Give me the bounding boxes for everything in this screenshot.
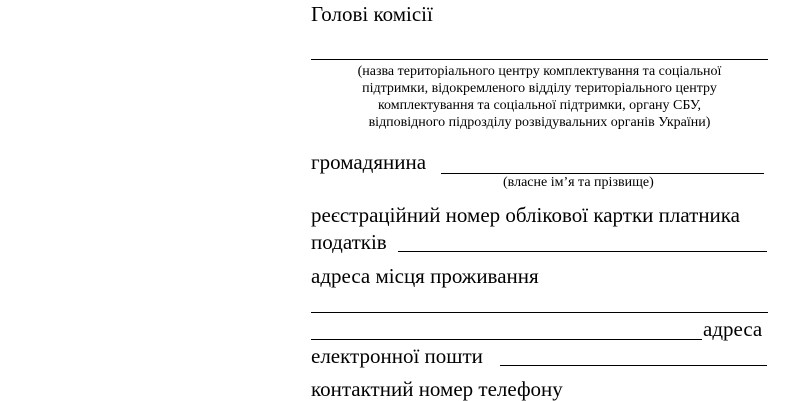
caption-line: відповідного підрозділу розвідувальних органів України) [368,115,711,130]
commission-name-field-line[interactable] [311,59,768,60]
citizen-label: громадянина [311,150,427,174]
citizen-name-caption: (власне ім’я та прізвище) [503,175,654,190]
addressee-title: Голові комісії [311,2,433,26]
caption-line: комплектування та соціальної підтримки, органу СБУ, [377,98,702,113]
address-label: адреса місця проживання [311,264,539,288]
email-label-continued: електронної пошти [311,344,483,368]
address-field-line-1[interactable] [311,312,768,313]
tax-number-label-continued: податків [311,230,387,254]
email-field-line[interactable] [500,365,767,366]
tax-number-label: реєстраційний номер облікової картки платника [311,203,741,227]
address-field-line-2[interactable] [311,339,702,340]
caption-line: підтримки, відокремленого відділу територіального центру [362,81,717,96]
phone-label: контактний номер телефону [311,377,563,401]
tax-number-field-line[interactable] [398,251,767,252]
citizen-name-field-line[interactable] [441,173,764,174]
caption-line: (назва територіального центру комплектування та соціальної [357,64,722,79]
email-label: адреса [703,317,763,341]
